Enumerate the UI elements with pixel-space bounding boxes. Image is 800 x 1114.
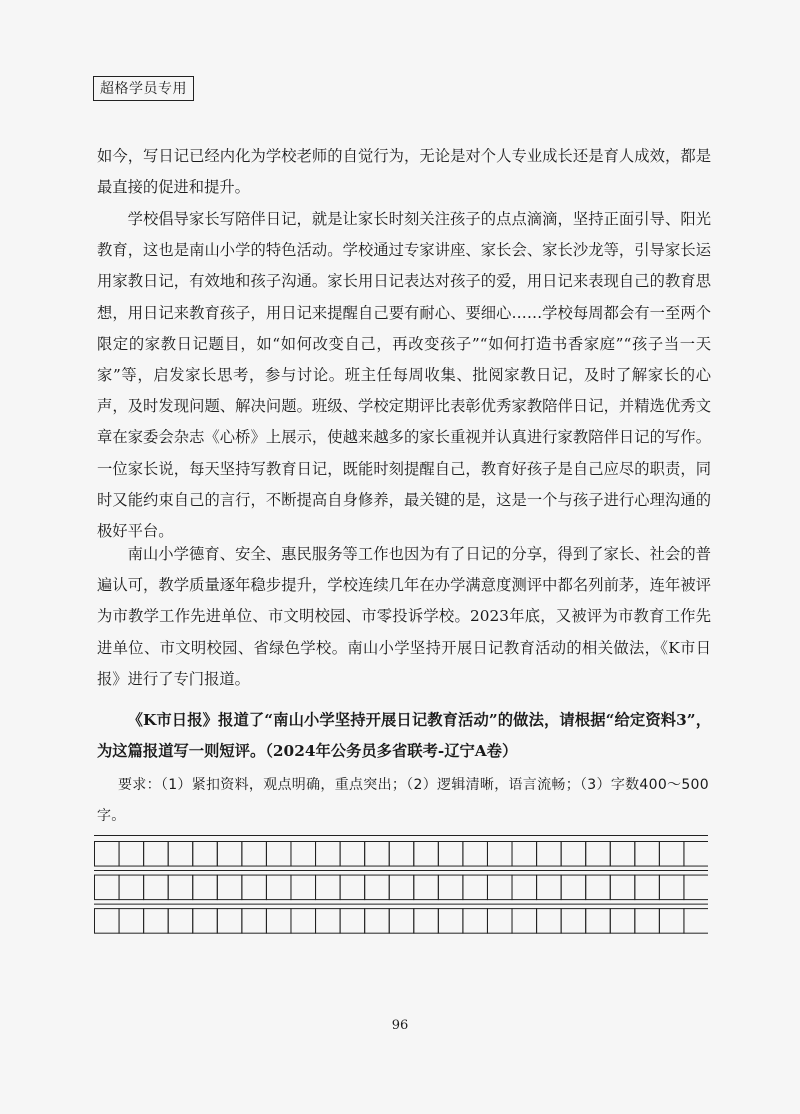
- grid-cell[interactable]: [193, 842, 218, 867]
- question-prompt: 《K市日报》报道了“南山小学坚持开展日记教育活动”的做法，请根据“给定资料3”，为这篇报道写一则短评。（2024年公务员多省联考-辽宁A卷）: [97, 711, 711, 761]
- grid-cell[interactable]: [389, 875, 414, 900]
- grid-cell[interactable]: [463, 909, 488, 934]
- grid-cell[interactable]: [242, 909, 267, 934]
- grid-cell[interactable]: [487, 842, 512, 867]
- grid-cell[interactable]: [389, 842, 414, 867]
- grid-cell[interactable]: [438, 875, 463, 900]
- grid-cell[interactable]: [242, 875, 267, 900]
- grid-cell[interactable]: [414, 842, 439, 867]
- grid-cell[interactable]: [438, 842, 463, 867]
- grid-cell[interactable]: [635, 909, 660, 934]
- grid-cell[interactable]: [487, 909, 512, 934]
- grid-cell[interactable]: [512, 842, 537, 867]
- paragraph-3: 南山小学德育、安全、惠民服务等工作也因为有了日记的分享，得到了家长、社会的普遍认可，教学质量逐年稳步提升，学校连续几年在办学满意度测评中都名列前茅，连年被评为市教学工作先进单位、市文明校园、市零投诉学校。2023年底，又被评为市教育工作先进单位、市文明校园、省绿色学校。南山小学坚持开展日记教育活动的相关做法，《K市日报》进行了专门报道。: [97, 545, 711, 688]
- grid-cell[interactable]: [561, 842, 586, 867]
- grid-cell[interactable]: [512, 875, 537, 900]
- grid-cell[interactable]: [389, 909, 414, 934]
- grid-cell[interactable]: [168, 842, 193, 867]
- grid-cell[interactable]: [659, 909, 684, 934]
- grid-cell[interactable]: [95, 842, 120, 867]
- grid-cell[interactable]: [561, 909, 586, 934]
- answer-grid[interactable]: [94, 835, 708, 973]
- grid-cell[interactable]: [340, 909, 365, 934]
- grid-cell[interactable]: [95, 875, 120, 900]
- paragraph-1: 如今，写日记已经内化为学校老师的自觉行为，无论是对个人专业成长还是育人成效，都是最直接的促进和提升。: [97, 147, 711, 197]
- grid-cell[interactable]: [291, 909, 316, 934]
- grid-cell[interactable]: [537, 842, 562, 867]
- grid-cell[interactable]: [659, 875, 684, 900]
- grid-cell[interactable]: [635, 842, 660, 867]
- grid-cell[interactable]: [610, 909, 635, 934]
- grid-cell[interactable]: [414, 909, 439, 934]
- grid-cell[interactable]: [144, 875, 169, 900]
- page-number: 96: [391, 1018, 409, 1033]
- grid-cell[interactable]: [316, 909, 341, 934]
- grid-cell[interactable]: [561, 875, 586, 900]
- grid-cell[interactable]: [365, 842, 390, 867]
- grid-cell[interactable]: [95, 909, 120, 934]
- grid-cell[interactable]: [512, 909, 537, 934]
- grid-cell[interactable]: [414, 875, 439, 900]
- grid-cell[interactable]: [537, 875, 562, 900]
- grid-cell[interactable]: [659, 842, 684, 867]
- grid-cell[interactable]: [291, 875, 316, 900]
- grid-cell[interactable]: [144, 909, 169, 934]
- grid-cell[interactable]: [684, 875, 708, 900]
- grid-cell[interactable]: [266, 909, 291, 934]
- grid-cell[interactable]: [438, 909, 463, 934]
- grid-cell[interactable]: [266, 842, 291, 867]
- requirements-text: 要求：（1）紧扣资料，观点明确，重点突出；（2）逻辑清晰，语言流畅；（3）字数400～500字。: [97, 777, 709, 824]
- grid-cell[interactable]: [610, 875, 635, 900]
- grid-cell[interactable]: [168, 909, 193, 934]
- grid-cell[interactable]: [144, 842, 169, 867]
- grid-cell[interactable]: [365, 909, 390, 934]
- grid-cell[interactable]: [586, 909, 611, 934]
- grid-cell[interactable]: [684, 842, 708, 867]
- grid-cell[interactable]: [168, 875, 193, 900]
- grid-cell[interactable]: [463, 875, 488, 900]
- grid-cell[interactable]: [266, 875, 291, 900]
- grid-cell[interactable]: [193, 875, 218, 900]
- grid-cell[interactable]: [684, 909, 708, 934]
- grid-cell[interactable]: [340, 842, 365, 867]
- grid-cell[interactable]: [586, 875, 611, 900]
- grid-cell[interactable]: [487, 875, 512, 900]
- grid-cell[interactable]: [316, 842, 341, 867]
- grid-cell[interactable]: [537, 909, 562, 934]
- grid-cell[interactable]: [119, 909, 144, 934]
- grid-cell[interactable]: [217, 875, 242, 900]
- grid-cell[interactable]: [365, 875, 390, 900]
- header-tag: 超格学员专用: [93, 76, 194, 101]
- grid-cell[interactable]: [291, 842, 316, 867]
- grid-cell[interactable]: [635, 875, 660, 900]
- grid-cell[interactable]: [242, 842, 267, 867]
- grid-cell[interactable]: [217, 909, 242, 934]
- grid-cell[interactable]: [193, 909, 218, 934]
- grid-cell[interactable]: [340, 875, 365, 900]
- grid-cell[interactable]: [119, 842, 144, 867]
- grid-cell[interactable]: [316, 875, 341, 900]
- grid-cell[interactable]: [119, 875, 144, 900]
- grid-cell[interactable]: [463, 842, 488, 867]
- grid-cell[interactable]: [217, 842, 242, 867]
- grid-cell[interactable]: [586, 842, 611, 867]
- paragraph-2: 学校倡导家长写陪伴日记，就是让家长时刻关注孩子的点点滴滴，坚持正面引导、阳光教育，这也是南山小学的特色活动。学校通过专家讲座、家长会、家长沙龙等，引导家长运用家教日记，有效地和孩子沟通。家长用日记表达对孩子的爱，用日记来表现自己的教育思想，用日记来教育孩子，用日记来提醒自己要有耐心、要细心……学校每周都会有一至两个限定的家教日记题目，如“如何改变自己，再改变孩子”“如何打造书香家庭”“孩子当一天家”等，启发家长思考，参与讨论。班主任每周收集、批阅家教日记，及时了解家长的心声，及时发现问题、解决问题。班级、学校定期评比表彰优秀家教陪伴日记，并精选优秀文章在家委会杂志《心桥》上展示，使越来越多的家长重视并认真进行家教陪伴日记的写作。一位家长说，每天坚持写教育日记，既能时刻提醒自己，教育好孩子是自己应尽的职责，同时又能约束自己的言行，不断提高自身修养，最关键的是，这是一个与孩子进行心理沟通的极好平台。: [97, 210, 711, 541]
- grid-cell[interactable]: [610, 842, 635, 867]
